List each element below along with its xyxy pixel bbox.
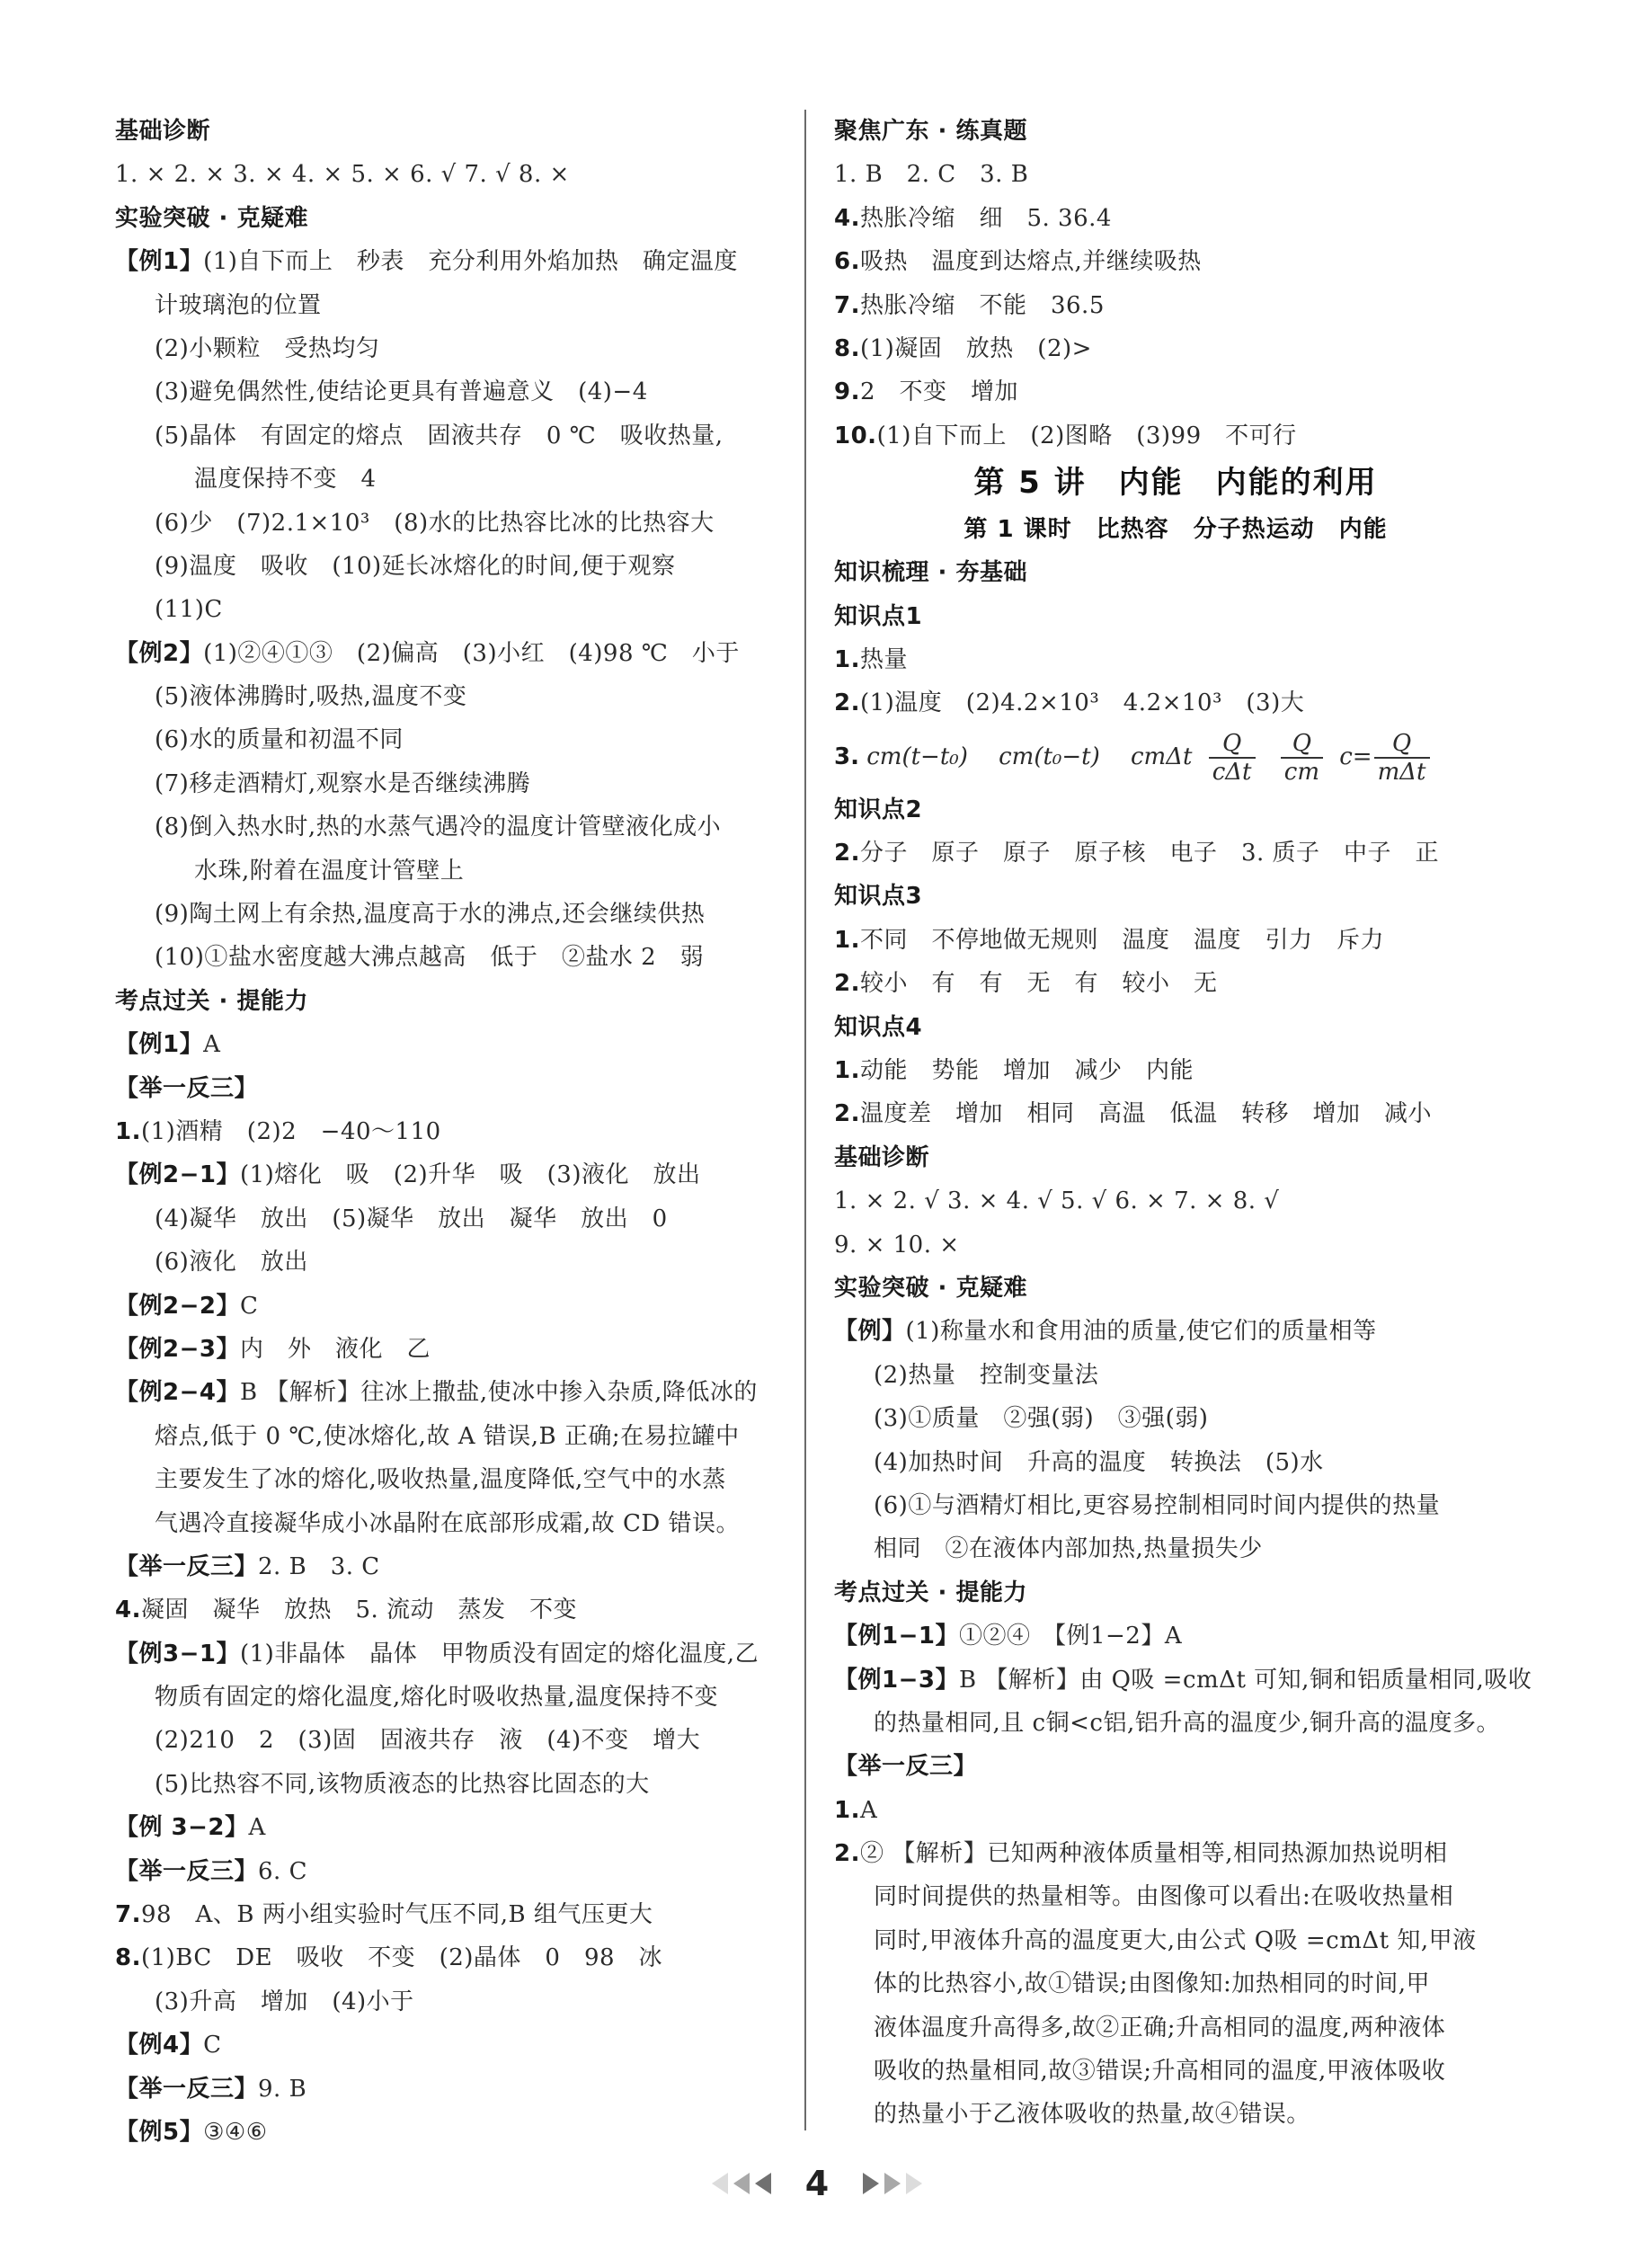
answer-text: 6. C (258, 1857, 307, 1885)
answer-text: 2. B 3. C (258, 1552, 380, 1580)
answer-continuation: (9)温度 吸收 (10)延长冰熔化的时间,便于观察 (155, 552, 676, 580)
item-number: 1. (834, 645, 860, 673)
item-number: 1. (115, 1117, 141, 1145)
answer-text: (1)自下而上 (2)图略 (3)99 不可行 (876, 422, 1297, 449)
example-answer (115, 2111, 798, 2154)
page-footer (0, 2161, 1634, 2203)
numbered-answer (115, 1936, 798, 1979)
example-answer (115, 1328, 798, 1371)
answer-text: (1)称量水和食用油的质量,使它们的质量相等 (905, 1318, 1377, 1346)
example-answer (834, 1310, 1517, 1353)
answer-continuation: 吸收的热量相同,故③错误;升高相同的温度,甲液体吸收 (874, 2058, 1446, 2086)
page-number: 4 (804, 2163, 830, 2203)
numbered-answer (834, 1832, 1517, 1875)
answer-text: (1)自下而上 秒表 充分利用外焰加热 确定温度 (203, 248, 738, 276)
item-number: 7. (115, 1901, 141, 1929)
numbered-answer (834, 197, 1517, 240)
answer-continuation: (4)加热时间 升高的温度 转换法 (5)水 (874, 1448, 1324, 1476)
answer-continuation: 同时间提供的热量相等。由图像可以看出:在吸收热量相 (874, 1883, 1454, 1911)
answer-text: (1)酒精 (2)2 −40～110 (140, 1117, 441, 1145)
answer-continuation: (9)陶土网上有余热,温度高于水的沸点,还会继续供热 (155, 901, 706, 929)
example-answer (834, 1745, 1517, 1788)
answer-continuation: (6)①与酒精灯相比,更容易控制相同时间内提供的热量 (874, 1491, 1441, 1519)
answer-continuation: 主要发生了冰的熔化,吸收热量,温度降低,空气中的水蒸 (155, 1466, 726, 1494)
numbered-answer (834, 1789, 1517, 1832)
answer-text: C (203, 2032, 222, 2059)
answer-continuation: 水珠,附着在温度计管壁上 (194, 857, 465, 885)
numbered-answer (834, 638, 1517, 681)
answer-continuation: 的热量相同,且 c铜<c铝,铝升高的温度少,铜升高的温度多。 (874, 1709, 1500, 1737)
numbered-answer (834, 962, 1517, 1005)
answer-text: A (203, 1031, 221, 1059)
answer-text: (1)非晶体 晶体 甲物质没有固定的熔化温度,乙 (239, 1640, 759, 1668)
item-number: 1. (834, 1796, 860, 1824)
section-heading: 考点过关 · 提能力 (115, 987, 308, 1015)
section-heading: 知识点1 (834, 602, 923, 630)
example-label: 【例2−1】 (115, 1161, 240, 1189)
numbered-answer (115, 1893, 798, 1936)
answer-continuation: (3)避免偶然性,使结论更具有普遍意义 (4)−4 (155, 378, 648, 406)
answer-continuation: (7)移走酒精灯,观察水是否继续沸腾 (155, 769, 531, 797)
example-label: 【例2−4】 (115, 1379, 240, 1407)
answer-continuation: (11)C (155, 596, 223, 624)
item-number: 1. (834, 926, 860, 954)
section-heading: 聚焦广东 · 练真题 (834, 118, 1027, 145)
answer-continuation: 同时,甲液体升高的温度更大,由公式 Q吸 =cmΔt 知,甲液 (874, 1926, 1477, 1954)
answer-continuation: (10)①盐水密度越大沸点越高 低于 ②盐水 2 弱 (155, 944, 705, 972)
example-label: 【例1】 (115, 1031, 204, 1059)
answer-text: 98 A、B 两小组实验时气压不同,B 组气压更大 (140, 1901, 653, 1929)
answer-continuation: (6)水的质量和初温不同 (155, 726, 404, 754)
example-answer (115, 1632, 798, 1676)
answer-text: ③④⑥ (203, 2118, 268, 2146)
item-number: 2. (834, 689, 860, 717)
answer-continuation: (6)液化 放出 (155, 1249, 308, 1276)
numbered-answer (834, 1092, 1517, 1135)
item-number: 9. (834, 378, 860, 406)
answer-continuation: 液体温度升高得多,故②正确;升高相同的温度,两种液体 (874, 2014, 1446, 2041)
example-label: 【例1】 (115, 248, 204, 276)
answer-continuation: (4)凝华 放出 (5)凝华 放出 凝华 放出 0 (155, 1205, 668, 1232)
answer-continuation: (5)晶体 有固定的熔点 固液共存 0 ℃ 吸收热量, (155, 422, 724, 449)
item-number: 2. (834, 970, 860, 998)
numbered-answer (834, 919, 1517, 962)
answer-text: 热量 (859, 645, 908, 673)
answer-text: 分子 原子 原子 原子核 电子 3. 质子 中子 正 (859, 840, 1440, 867)
item-number: 8. (834, 334, 860, 362)
answer-text: (1)凝固 放热 (2)> (859, 334, 1092, 362)
example-label: 【举一反三】 (115, 2075, 259, 2103)
answer-text: ② 【解析】已知两种液体质量相等,相同热源加热说明相 (859, 1840, 1448, 1868)
example-label: 【例2−2】 (115, 1292, 240, 1320)
fraction: $\frac{Q}{cm}$ (1281, 730, 1323, 786)
answer-line: 1. × 2. √ 3. × 4. √ 5. √ 6. × 7. × 8. √ (834, 1187, 1280, 1215)
answer-text: 热胀冷缩 不能 36.5 (859, 291, 1105, 319)
item-number: 2. (834, 1100, 860, 1128)
formula-prefix: c= (1339, 743, 1372, 770)
section-heading: 实验突破 · 克疑难 (115, 204, 308, 232)
example-answer (834, 1659, 1532, 1702)
example-answer (115, 632, 798, 675)
answer-text: C (239, 1292, 259, 1320)
answer-text: 9. B (258, 2075, 307, 2103)
answer-line: 9. × 10. × (834, 1231, 960, 1259)
numbered-answer (834, 681, 1517, 725)
fraction: $\frac{Q}{\text{cΔt}}$ (1209, 730, 1256, 786)
right-column (834, 110, 1532, 2137)
answer-continuation: 熔点,低于 0 ℃,使冰熔化,故 A 错误,B 正确;在易拉罐中 (155, 1422, 740, 1450)
answer-continuation: 计玻璃泡的位置 (155, 291, 322, 319)
example-label: 【例2−3】 (115, 1335, 240, 1363)
answer-text: ①②④ 【例1−2】A (958, 1623, 1183, 1650)
item-number: 3. (834, 743, 859, 770)
answer-text: 吸热 温度到达熔点,并继续吸热 (859, 248, 1202, 276)
example-answer (115, 1545, 798, 1588)
answer-continuation: 温度保持不变 4 (194, 466, 377, 494)
numbered-answer (834, 327, 1517, 370)
example-label: 【例3−1】 (115, 1640, 240, 1668)
section-heading: 考点过关 · 提能力 (834, 1579, 1027, 1606)
answer-text: 不同 不停地做无规则 温度 温度 引力 斥力 (859, 926, 1384, 954)
section-heading: 知识点2 (834, 796, 923, 823)
section-heading: 知识点3 (834, 883, 923, 911)
item-number: 1. (834, 1057, 860, 1085)
answer-text: (1)温度 (2)4.2×10³ 4.2×10³ (3)大 (859, 689, 1305, 717)
item-number: 10. (834, 422, 877, 449)
formula-item: cmΔt (1130, 743, 1193, 770)
answer-continuation: 相同 ②在液体内部加热,热量损失少 (874, 1535, 1263, 1563)
item-number: 2. (834, 840, 860, 867)
item-number: 7. (834, 291, 860, 319)
answer-continuation: (6)少 (7)2.1×10³ (8)水的比热容比冰的比热容大 (155, 509, 715, 537)
answer-continuation: (5)液体沸腾时,吸热,温度不变 (155, 683, 467, 711)
numbered-answer (834, 832, 1517, 875)
item-number: 4. (115, 1596, 141, 1624)
answer-continuation: 气遇冷直接凝华成小冰晶附在底部形成霜,故 CD 错误。 (155, 1509, 741, 1537)
numbered-answer (834, 240, 1517, 283)
answer-text: (1)BC DE 吸收 不变 (2)晶体 0 98 冰 (140, 1944, 663, 1972)
section-heading: 基础诊断 (834, 1143, 930, 1171)
answer-continuation: 的热量小于乙液体吸收的热量,故④错误。 (874, 2101, 1310, 2129)
example-answer (115, 240, 798, 283)
answer-continuation: 体的比热容小,故①错误;由图像知:加热相同的时间,甲 (874, 1970, 1431, 1998)
example-label: 【举一反三】 (115, 1857, 259, 1885)
example-answer (115, 1850, 798, 1893)
example-answer (115, 1153, 798, 1196)
answer-text: (1)熔化 吸 (2)升华 吸 (3)液化 放出 (239, 1161, 701, 1189)
prev-page-arrows-icon (709, 2161, 786, 2201)
answer-continuation: 物质有固定的熔化温度,熔化时吸收热量,温度保持不变 (155, 1684, 719, 1712)
answer-text: (1)②④①③ (2)偏高 (3)小红 (4)98 ℃ 小于 (203, 639, 740, 667)
answer-continuation: (8)倒入热水时,热的水蒸气遇冷的温度计管壁液化成小 (155, 814, 722, 841)
numbered-answer (834, 414, 1517, 458)
example-answer (115, 1023, 798, 1066)
example-label: 【例1−3】 (834, 1666, 959, 1694)
example-label: 【例】 (834, 1318, 906, 1346)
next-page-arrows-icon (860, 2161, 925, 2201)
item-number: 2. (834, 1840, 860, 1868)
example-label: 【例4】 (115, 2032, 204, 2059)
answer-text: 凝固 凝华 放热 5. 流动 蒸发 不变 (140, 1596, 578, 1624)
example-label: 【举一反三】 (115, 1552, 259, 1580)
answer-continuation: (3)①质量 ②强(弱) ③强(弱) (874, 1405, 1209, 1433)
example-label: 【例2】 (115, 639, 204, 667)
answer-line: 1. B 2. C 3. B (834, 161, 1029, 189)
numbered-answer (834, 284, 1517, 327)
answer-continuation: (5)比热容不同,该物质液态的比热容比固态的大 (155, 1770, 650, 1798)
item-number: 6. (834, 248, 860, 276)
example-answer (834, 1614, 1517, 1658)
section-heading: 知识点4 (834, 1013, 923, 1041)
example-answer (115, 2068, 798, 2111)
column-divider (804, 110, 806, 2130)
left-column (115, 110, 798, 2154)
example-label: 【例 3−2】 (115, 1814, 249, 1842)
numbered-answer (115, 1588, 798, 1632)
answer-text: 2 不变 增加 (859, 378, 1019, 406)
answer-text: 动能 势能 增加 减少 内能 (859, 1057, 1194, 1085)
numbered-answer (834, 370, 1517, 414)
example-label: 【举一反三】 (115, 1074, 259, 1102)
example-answer (115, 1067, 798, 1110)
item-number: 8. (115, 1944, 141, 1972)
answer-text: B 【解析】由 Q吸 =cmΔt 可知,铜和铝质量相同,吸收 (958, 1666, 1532, 1694)
example-answer (115, 1371, 798, 1414)
answer-text: 内 外 液化 乙 (239, 1335, 431, 1363)
answer-continuation: (2)热量 控制变量法 (874, 1361, 1099, 1389)
formula-item: cm(t−t₀) (866, 743, 968, 770)
section-heading: 实验突破 · 克疑难 (834, 1274, 1027, 1302)
numbered-answer (834, 1049, 1517, 1092)
answer-text: 热胀冷缩 细 5. 36.4 (859, 204, 1112, 232)
example-answer (115, 2023, 798, 2067)
answer-continuation: (3)升高 增加 (4)小于 (155, 1988, 414, 2015)
answer-text: 温度差 增加 相同 高温 低温 转移 增加 减小 (859, 1100, 1432, 1128)
answer-text: A (859, 1796, 878, 1824)
lecture-title: 第 5 讲 内能 内能的利用 (973, 465, 1378, 502)
formula-line (834, 725, 1517, 788)
answer-continuation: (2)小颗粒 受热均匀 (155, 334, 380, 362)
section-heading: 知识梳理 · 夯基础 (834, 559, 1027, 587)
formula-item: cm(t₀−t) (999, 743, 1100, 770)
answer-text: A (248, 1814, 266, 1842)
example-answer (115, 1285, 798, 1328)
numbered-answer (115, 1110, 798, 1153)
answer-continuation: (2)210 2 (3)固 固液共存 液 (4)不变 增大 (155, 1727, 701, 1755)
example-label: 【举一反三】 (834, 1753, 978, 1781)
section-heading: 基础诊断 (115, 118, 211, 145)
fraction: $\frac{Q}{\text{mΔt}}$ (1374, 730, 1430, 786)
answer-text: 较小 有 有 无 有 较小 无 (859, 970, 1218, 998)
example-label: 【例1−1】 (834, 1623, 959, 1650)
example-answer (115, 1806, 798, 1849)
answer-line: 1. × 2. × 3. × 4. × 5. × 6. √ 7. √ 8. × (115, 161, 570, 189)
lesson-title: 第 1 课时 比热容 分子热运动 内能 (964, 516, 1388, 544)
example-label: 【例5】 (115, 2118, 204, 2146)
item-number: 4. (834, 204, 860, 232)
answer-text: B 【解析】往冰上撒盐,使冰中掺入杂质,降低冰的 (239, 1379, 758, 1407)
